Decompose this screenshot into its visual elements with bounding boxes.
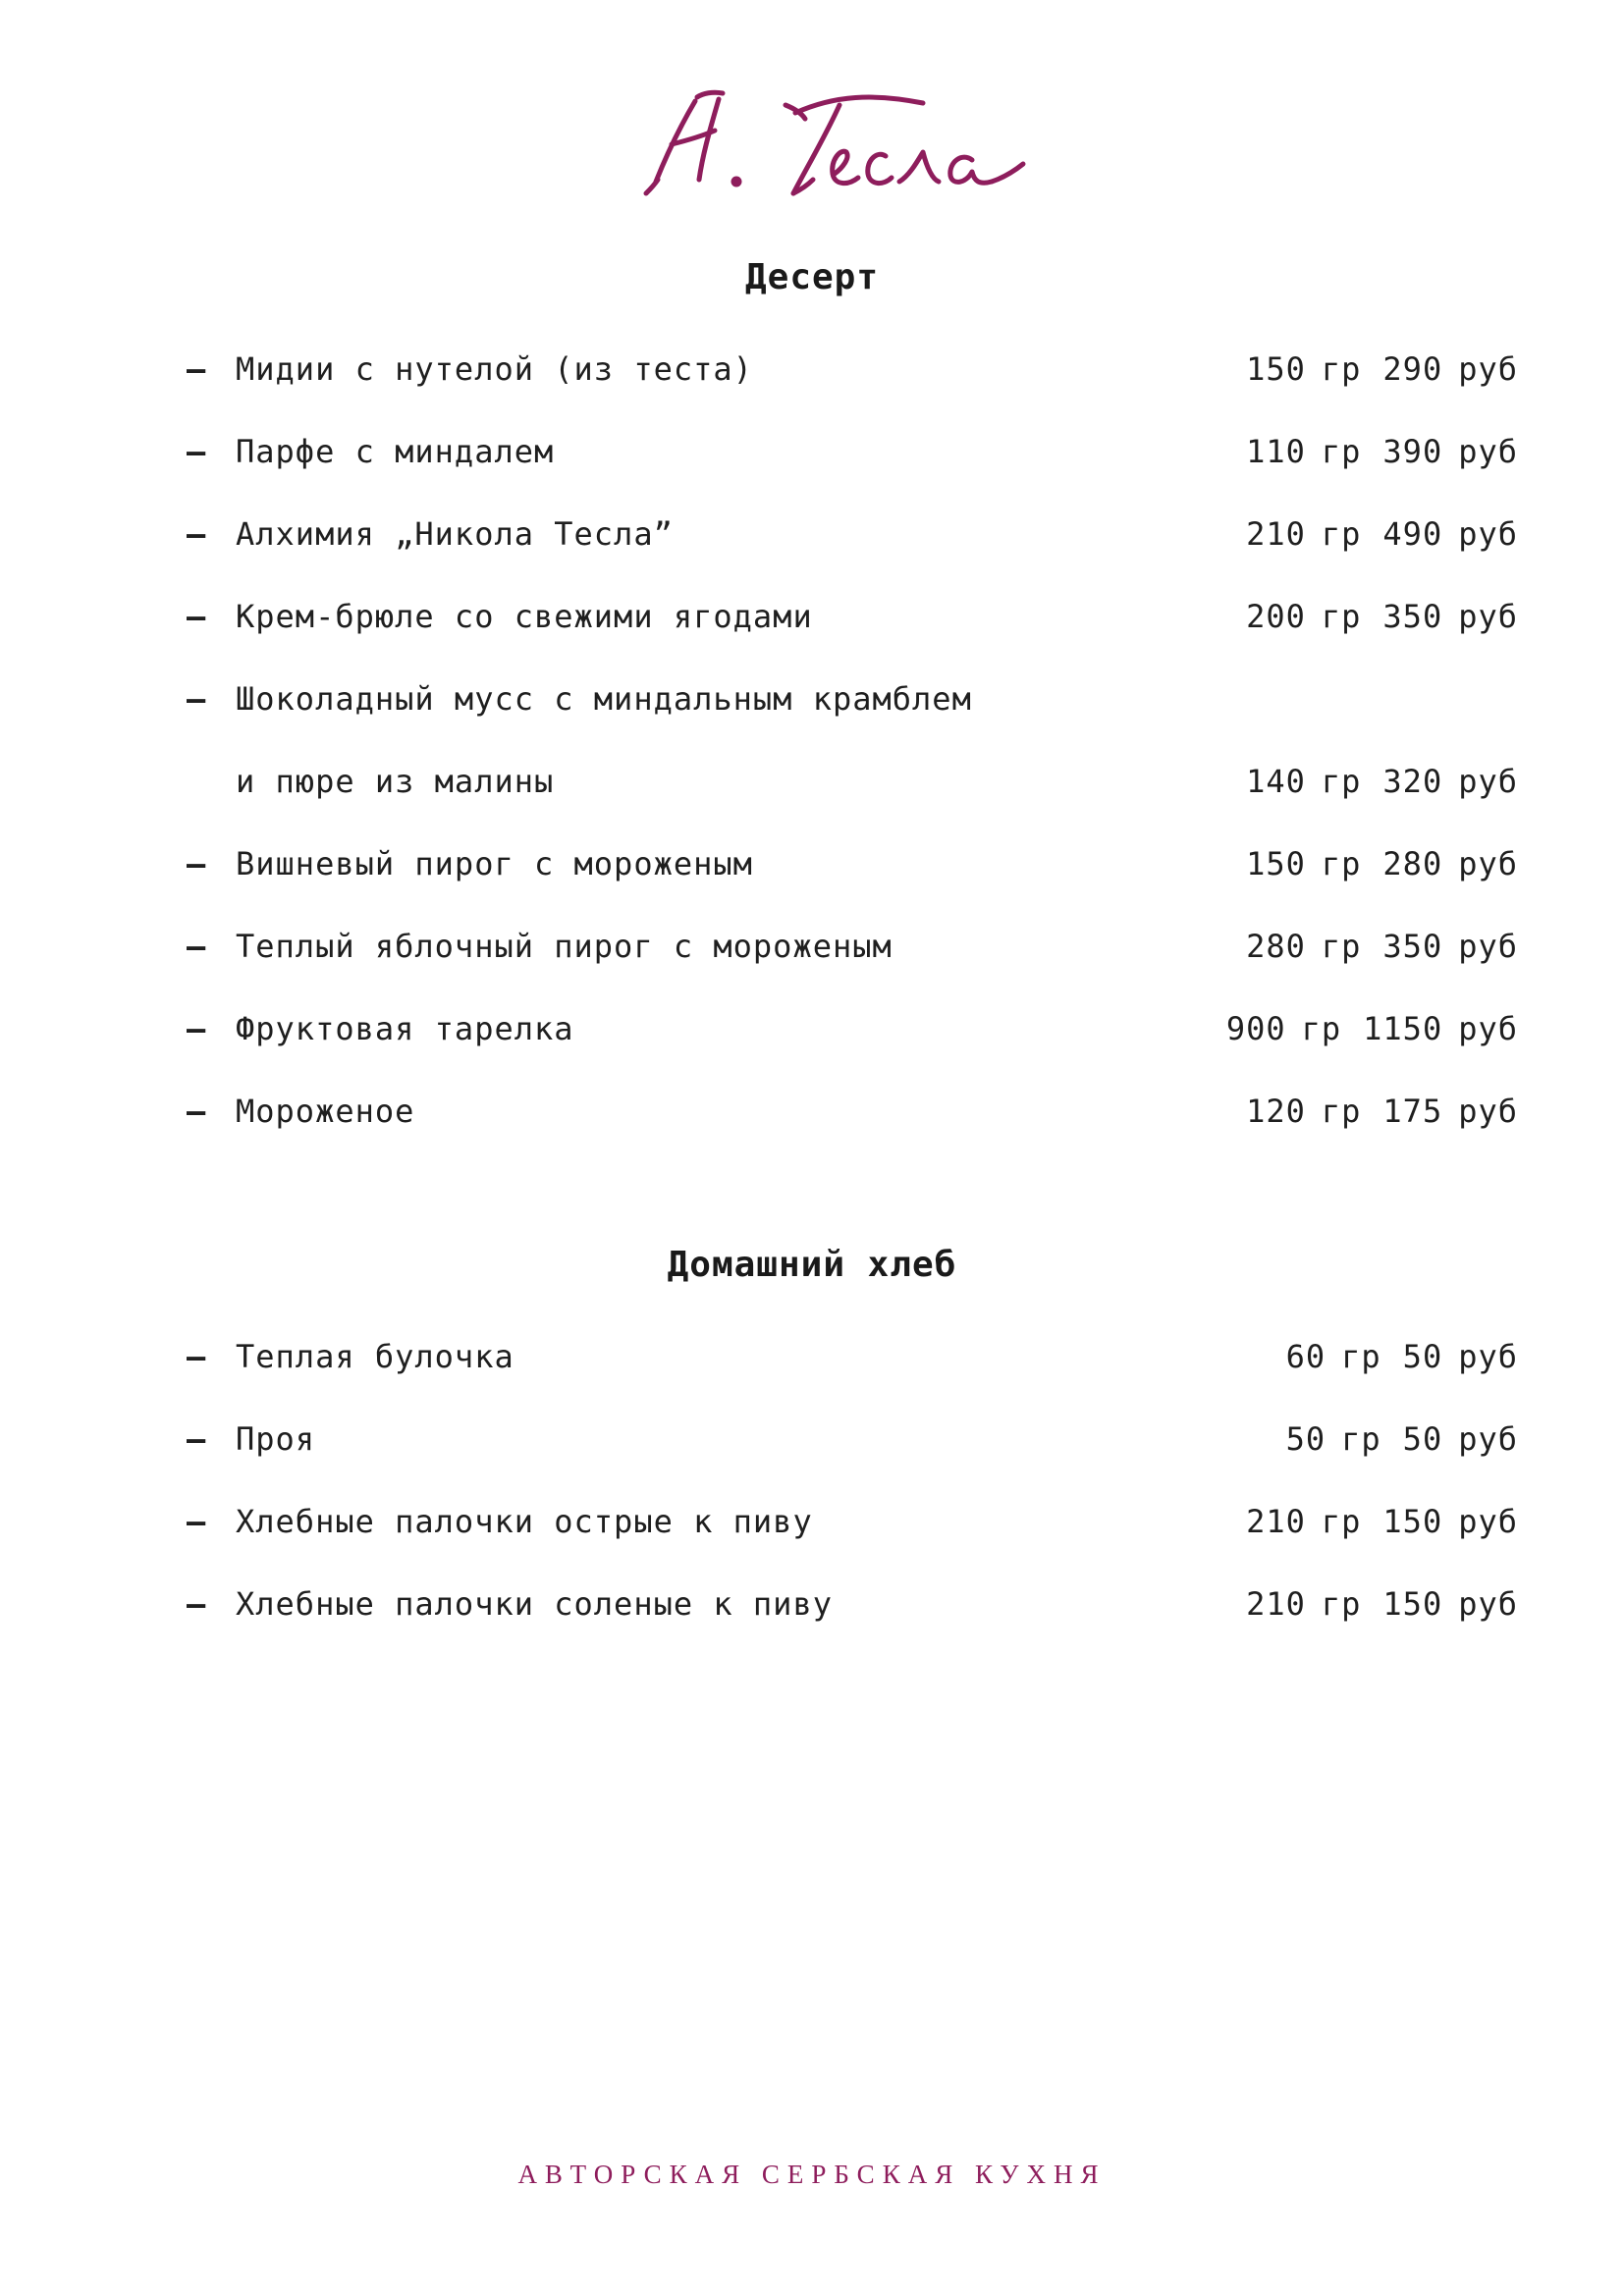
item-dash: – <box>187 845 207 882</box>
item-weight-unit: гр <box>1341 1338 1381 1375</box>
item-price: 1150 <box>1363 1010 1443 1047</box>
item-dash: – <box>187 1093 207 1130</box>
menu-item-continuation <box>187 740 1518 823</box>
item-weight: 150 <box>1246 845 1306 882</box>
item-name: Теплый яблочный пирог с мороженым <box>236 928 893 965</box>
item-weight-unit: гр <box>1341 1420 1381 1458</box>
item-dash: – <box>187 515 207 553</box>
item-weight: 210 <box>1246 1503 1306 1540</box>
item-name: Шоколадный мусс с миндальным крамблем <box>236 680 972 718</box>
item-price-block <box>1246 1070 1518 1152</box>
dessert-menu-list <box>187 328 1518 1152</box>
item-weight-unit: гр <box>1321 1093 1362 1130</box>
item-price: 290 <box>1382 350 1443 388</box>
item-price: 320 <box>1382 763 1443 800</box>
item-name: Парфе с миндалем <box>236 433 555 470</box>
item-name: Теплая булочка <box>236 1338 514 1375</box>
item-price-block <box>1246 1480 1518 1563</box>
item-dash: – <box>187 1420 207 1458</box>
item-name: Крем-брюле со свежими ягодами <box>236 598 813 635</box>
item-dash: – <box>187 598 207 635</box>
item-price: 150 <box>1382 1503 1443 1540</box>
item-weight: 210 <box>1246 1585 1306 1623</box>
item-name: Алхимия „Никола Тесла” <box>236 515 674 553</box>
item-dash: – <box>187 1585 207 1623</box>
item-dash: – <box>187 433 207 470</box>
section-title-homemade-bread: Домашний хлеб <box>667 1245 957 1285</box>
menu-item <box>187 658 1518 740</box>
menu-item <box>187 823 1518 905</box>
item-price-unit: руб <box>1458 845 1518 882</box>
item-price-unit: руб <box>1458 1585 1518 1623</box>
item-price-unit: руб <box>1458 928 1518 965</box>
item-price-block <box>1246 328 1518 410</box>
bread-menu-list <box>187 1315 1518 1645</box>
menu-item <box>187 1480 1518 1563</box>
item-price-block <box>1286 1315 1518 1398</box>
item-price-block <box>1246 740 1518 823</box>
menu-item <box>187 410 1518 493</box>
item-weight-unit: гр <box>1321 928 1362 965</box>
item-dash: – <box>187 1503 207 1540</box>
item-weight-unit: гр <box>1321 598 1362 635</box>
item-price-unit: руб <box>1458 1338 1518 1375</box>
item-price: 280 <box>1382 845 1443 882</box>
section-title-dessert: Десерт <box>744 257 880 297</box>
item-name: Хлебные палочки острые к пиву <box>236 1503 813 1540</box>
item-price-block <box>1226 988 1518 1070</box>
item-name: Мидии с нутелой (из теста) <box>236 350 753 388</box>
item-price-unit: руб <box>1458 598 1518 635</box>
item-price-block <box>1246 493 1518 575</box>
item-name: Фруктовая тарелка <box>236 1010 574 1047</box>
item-price-block <box>1246 905 1518 988</box>
item-weight-unit: гр <box>1321 1503 1362 1540</box>
item-weight: 900 <box>1225 1010 1286 1047</box>
item-price-unit: руб <box>1458 1420 1518 1458</box>
item-dash: – <box>187 680 207 718</box>
item-price: 350 <box>1382 598 1443 635</box>
menu-item <box>187 493 1518 575</box>
item-name: Хлебные палочки соленые к пиву <box>236 1585 833 1623</box>
item-weight: 210 <box>1246 515 1306 553</box>
item-price-block <box>1246 410 1518 493</box>
footer-tagline: АВТОРСКАЯ СЕРБСКАЯ КУХНЯ <box>517 2160 1107 2189</box>
item-name: и пюре из малины <box>236 763 555 800</box>
item-weight-unit: гр <box>1321 845 1362 882</box>
menu-item <box>187 1315 1518 1398</box>
item-dash: – <box>187 928 207 965</box>
item-price: 175 <box>1382 1093 1443 1130</box>
item-price-unit: руб <box>1458 1010 1518 1047</box>
item-dash: – <box>187 1338 207 1375</box>
menu-item <box>187 1398 1518 1480</box>
item-name: Вишневый пирог с мороженым <box>236 845 753 882</box>
menu-item <box>187 905 1518 988</box>
item-price-unit: руб <box>1458 350 1518 388</box>
item-weight: 110 <box>1246 433 1306 470</box>
item-weight-unit: гр <box>1301 1010 1342 1047</box>
item-weight: 60 <box>1285 1338 1326 1375</box>
item-weight: 280 <box>1246 928 1306 965</box>
restaurant-logo-signature <box>638 83 1051 201</box>
menu-item <box>187 575 1518 658</box>
item-weight: 50 <box>1285 1420 1326 1458</box>
item-dash: – <box>187 350 207 388</box>
item-name: Проя <box>236 1420 316 1458</box>
item-weight: 120 <box>1246 1093 1306 1130</box>
menu-item <box>187 1563 1518 1645</box>
menu-item <box>187 1070 1518 1152</box>
item-price-unit: руб <box>1458 515 1518 553</box>
item-price-block <box>1246 1563 1518 1645</box>
item-name: Мороженое <box>236 1093 415 1130</box>
item-price: 50 <box>1402 1420 1443 1458</box>
item-price-unit: руб <box>1458 763 1518 800</box>
item-price: 350 <box>1382 928 1443 965</box>
item-price: 490 <box>1382 515 1443 553</box>
item-price-block <box>1246 823 1518 905</box>
item-price: 390 <box>1382 433 1443 470</box>
item-weight-unit: гр <box>1321 350 1362 388</box>
item-price-unit: руб <box>1458 433 1518 470</box>
item-weight-unit: гр <box>1321 515 1362 553</box>
item-weight: 150 <box>1246 350 1306 388</box>
item-weight-unit: гр <box>1321 433 1362 470</box>
item-weight: 140 <box>1246 763 1306 800</box>
item-weight-unit: гр <box>1321 1585 1362 1623</box>
item-weight: 200 <box>1246 598 1306 635</box>
item-dash: – <box>187 1010 207 1047</box>
item-price-unit: руб <box>1458 1093 1518 1130</box>
item-weight-unit: гр <box>1321 763 1362 800</box>
menu-item <box>187 328 1518 410</box>
item-price-block <box>1246 575 1518 658</box>
item-price-unit: руб <box>1458 1503 1518 1540</box>
menu-item <box>187 988 1518 1070</box>
item-price: 150 <box>1382 1585 1443 1623</box>
item-price: 50 <box>1402 1338 1443 1375</box>
item-price-block <box>1286 1398 1518 1480</box>
